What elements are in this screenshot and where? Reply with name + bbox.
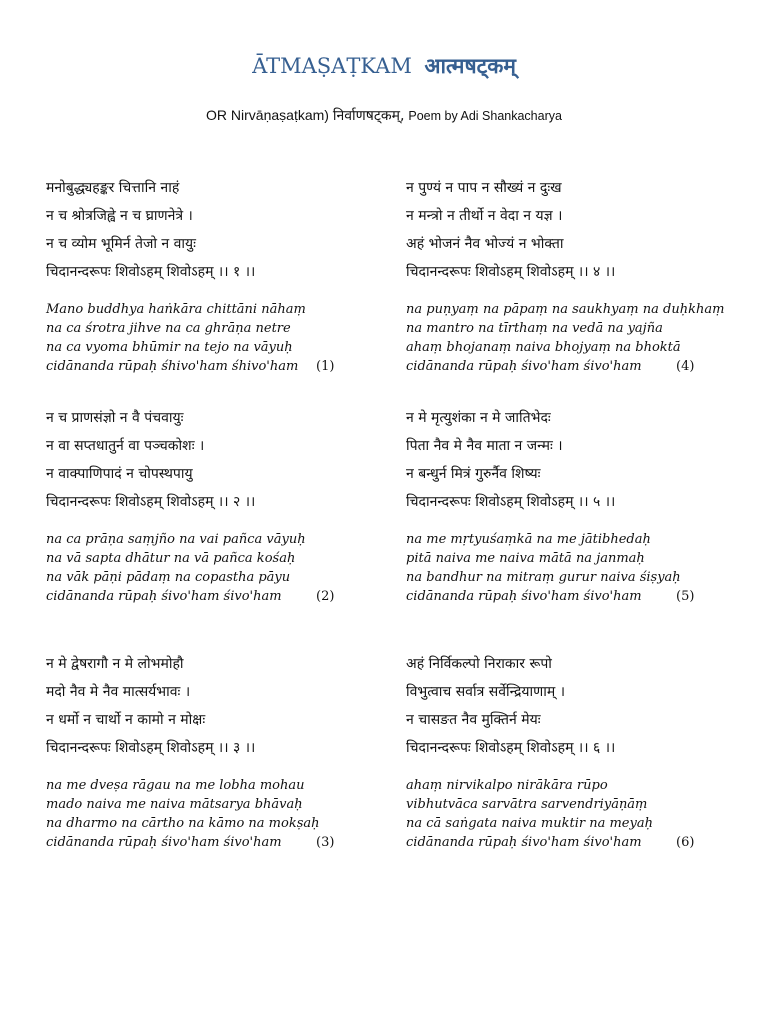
translit-line: na dharmo na cārtho na kāmo na mokṣaḥ (46, 816, 320, 831)
verse-line: न मन्त्रो न तीर्थो न वेदा न यज्ञ । (406, 208, 563, 224)
verse-transliteration (406, 776, 746, 852)
title-devanagari: आत्मषट्कम् (424, 54, 516, 78)
subtitle (0, 106, 768, 125)
verse-line: न वा सप्तधातुर्न वा पञ्चकोशः । (46, 438, 205, 454)
subtitle-author: Poem by Adi Shankacharya (408, 109, 562, 123)
translit-line: na vā sapta dhātur na vā pañca kośaḥ (46, 551, 296, 566)
verse-line: अहं भोजनं नैव भोज्यं न भोक्ता (406, 236, 564, 252)
verse-line: न मे मृत्युशंका न मे जातिभेदः (406, 410, 551, 426)
verse-line: न मे द्वेषरागौ न मे लोभमोहौ (46, 656, 184, 672)
verse-line: न पुण्यं न पाप न सौख्यं न दुःख (406, 180, 562, 196)
verse-line: न वाक्पाणिपादं न चोपस्थपायु (46, 466, 193, 482)
translit-line: mado naiva me naiva mātsarya bhāvaḥ (46, 797, 303, 812)
translit-line (46, 587, 386, 606)
translit-refrain: cidānanda rūpaḥ śivo'ham śivo'ham (406, 835, 642, 850)
verse-line: न चासङत नैव मुक्तिर्न मेयः (406, 712, 541, 728)
translit-line: na mantro na tīrthaṃ na vedā na yajña (406, 321, 663, 336)
subtitle-prefix: OR Nirvāṇaṣaṭkam) (206, 107, 329, 123)
title-latin: ĀTMAṢAṬKAM (252, 54, 412, 78)
verse-transliteration (406, 300, 746, 376)
translit-line: na me mṛtyuśaṃkā na me jātibhedaḥ (406, 532, 651, 547)
verse-line: न च श्रोत्रजिह्वे न च घ्राणनेत्रे । (46, 208, 193, 224)
verse-number: (1) (316, 359, 335, 374)
translit-line: na cā saṅgata naiva muktir na meyaḥ (406, 816, 653, 831)
verse-devanagari (406, 174, 746, 286)
verse-devanagari (406, 404, 746, 516)
translit-line: na me dveṣa rāgau na me lobha mohau (46, 778, 305, 793)
translit-line: vibhutvāca sarvātra sarvendriyāṇāṃ (406, 797, 648, 812)
translit-line: na bandhur na mitraṃ gurur naiva śiṣyaḥ (406, 570, 681, 585)
verse-5 (406, 404, 746, 606)
verse-transliteration (46, 300, 386, 376)
verse-line: मनोबुद्ध्यहङ्कर चित्तानि नाहं (46, 180, 180, 196)
translit-line: na vāk pāṇi pādaṃ na copastha pāyu (46, 570, 291, 585)
verse-line: चिदानन्दरूपः शिवोऽहम् शिवोऽहम् ।। ५ ।। (406, 494, 616, 510)
subtitle-devanagari: निर्वाणषट्कम्, (332, 108, 405, 124)
verse-number: (6) (676, 835, 695, 850)
verse-transliteration (406, 530, 746, 606)
translit-line (46, 833, 386, 852)
translit-line: na ca prāṇa saṃjño na vai pañca vāyuḥ (46, 532, 306, 547)
verse-devanagari (406, 650, 746, 762)
verse-line: चिदानन्दरूपः शिवोऽहम् शिवोऽहम् ।। ४ ।। (406, 264, 616, 280)
verse-transliteration (46, 530, 386, 606)
translit-line (406, 587, 746, 606)
verse-line: अहं निर्विकल्पो निराकार रूपो (406, 656, 552, 672)
verse-transliteration (46, 776, 386, 852)
translit-line (406, 357, 746, 376)
verse-devanagari (46, 174, 386, 286)
verse-line: चिदानन्दरूपः शिवोऽहम् शिवोऽहम् ।। २ ।। (46, 494, 256, 510)
translit-refrain: cidānanda rūpaḥ śivo'ham śivo'ham (406, 589, 642, 604)
translit-line: na ca śrotra jihve na ca ghrāṇa netre (46, 321, 291, 336)
verse-line: पिता नैव मे नैव माता न जन्मः । (406, 438, 563, 454)
verse-line: न च प्राणसंज्ञो न वै पंचवायुः (46, 410, 184, 426)
translit-line (46, 357, 386, 376)
verse-6 (406, 650, 746, 852)
translit-line: Mano buddhya haṅkāra chittāni nāhaṃ (46, 302, 306, 317)
verse-line: न च व्योम भूमिर्न तेजो न वायुः (46, 236, 196, 252)
verse-number: (4) (676, 359, 695, 374)
verse-line: चिदानन्दरूपः शिवोऽहम् शिवोऽहम् ।। ३ ।। (46, 740, 256, 756)
translit-refrain: cidānanda rūpaḥ śivo'ham śivo'ham (406, 359, 642, 374)
verse-line: विभुत्वाच सर्वात्र सर्वेन्द्रियाणाम् । (406, 684, 566, 700)
verse-3 (46, 650, 386, 852)
translit-refrain: cidānanda rūpaḥ śivo'ham śivo'ham (46, 589, 282, 604)
verse-2 (46, 404, 386, 606)
verse-line: चिदानन्दरूपः शिवोऽहम् शिवोऽहम् ।। ६ ।। (406, 740, 616, 756)
verse-line: चिदानन्दरूपः शिवोऽहम् शिवोऽहम् ।। १ ।। (46, 264, 256, 280)
verse-1 (46, 174, 386, 376)
translit-line: ahaṃ nirvikalpo nirākāra rūpo (406, 778, 608, 793)
verse-line: न बन्धुर्न मित्रं गुरुर्नैव शिष्यः (406, 466, 541, 482)
translit-line (406, 833, 746, 852)
verse-number: (2) (316, 589, 335, 604)
verse-number: (3) (316, 835, 335, 850)
translit-line: na ca vyoma bhūmir na tejo na vāyuḥ (46, 340, 293, 355)
translit-refrain: cidānanda rūpaḥ śhivo'ham śhivo'ham (46, 359, 299, 374)
verse-number: (5) (676, 589, 695, 604)
verse-line: मदो नैव मे नैव मात्सर्यभावः । (46, 684, 191, 700)
verse-devanagari (46, 650, 386, 762)
translit-line: na puṇyaṃ na pāpaṃ na saukhyaṃ na duḥkhaṃ (406, 302, 725, 317)
translit-line: pitā naiva me naiva mātā na janmaḥ (406, 551, 645, 566)
verse-4 (406, 174, 746, 376)
verse-devanagari (46, 404, 386, 516)
verse-line: न धर्मो न चार्थो न कामो न मोक्षः (46, 712, 206, 728)
translit-refrain: cidānanda rūpaḥ śivo'ham śivo'ham (46, 835, 282, 850)
page-title (0, 52, 768, 80)
translit-line: ahaṃ bhojanaṃ naiva bhojyaṃ na bhoktā (406, 340, 681, 355)
